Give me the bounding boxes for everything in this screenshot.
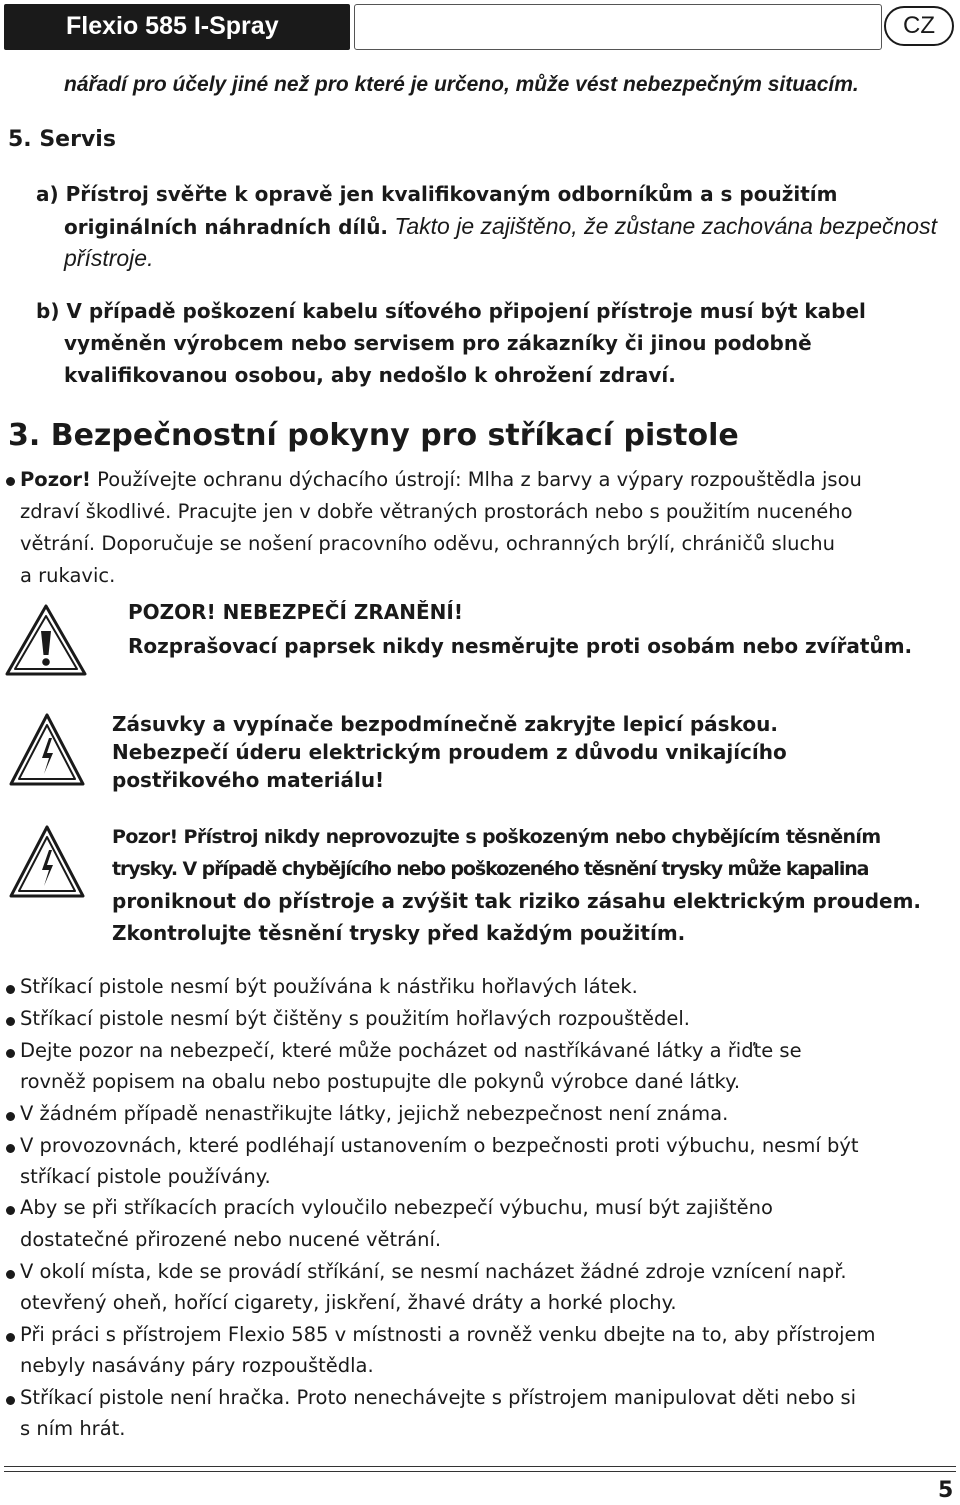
pozor-line1 bbox=[20, 468, 862, 491]
warning2-line2: Nebezpečí úderu elektrickým proudem z důvodu vnikajícího bbox=[112, 740, 787, 764]
list-item-continued: dostatečné přirozené nebo nucené větrání. bbox=[20, 1228, 442, 1251]
bullet-dot bbox=[6, 1206, 15, 1215]
header-title-box bbox=[4, 4, 350, 50]
warning3-line4: Zkontrolujte těsnění trysky před každým použitím. bbox=[112, 921, 686, 945]
servis-a-line1: a) Přístroj svěřte k opravě jen kvalifikovaným odborníkům a s použitím bbox=[36, 182, 838, 206]
page-number: 5 bbox=[938, 1478, 954, 1503]
bullet-dot bbox=[6, 985, 15, 994]
warning3-line3: proniknout do přístroje a zvýšit tak riziko zásahu elektrickým proudem. bbox=[112, 889, 922, 913]
warning2-line3: postřikového materiálu! bbox=[112, 768, 385, 792]
pozor-line2: zdraví škodlivé. Pracujte jen v dobře větraných prostorách nebo s použitím nuceného bbox=[20, 500, 853, 523]
header-frame bbox=[354, 4, 882, 50]
servis-a-line2 bbox=[64, 213, 937, 240]
footer-rule bbox=[4, 1466, 956, 1472]
list-item: V provozovnách, které podléhají ustanovením o bezpečnosti proti výbuchu, nesmí být bbox=[20, 1134, 859, 1157]
bullet-dot bbox=[6, 1144, 15, 1153]
pozor-line4: a rukavic. bbox=[20, 564, 116, 587]
warning2-line1: Zásuvky a vypínače bezpodmínečně zakryjte lepicí páskou. bbox=[112, 712, 778, 736]
warning1-text: Rozprašovací paprsek nikdy nesměrujte proti osobám nebo zvířatům. bbox=[128, 634, 913, 658]
page-header bbox=[4, 4, 956, 50]
servis-b-line2: vyměněn výrobcem nebo servisem pro zákazníky či jinou podobně bbox=[64, 331, 812, 355]
servis-b-line1: b) V případě poškození kabelu síťového připojení přístroje musí být kabel bbox=[36, 299, 866, 323]
bullet-dot bbox=[6, 1396, 15, 1405]
list-item-continued: nebyly nasávány páry rozpouštědla. bbox=[20, 1354, 374, 1377]
bullet-dot bbox=[6, 1333, 15, 1342]
list-item: Při práci s přístrojem Flexio 585 v místnosti a rovněž venku dbejte na to, aby přístrojem bbox=[20, 1323, 876, 1346]
servis-a-line3: přístroje. bbox=[64, 245, 154, 271]
list-item: Aby se při stříkacích pracích vyloučilo nebezpečí výbuchu, musí být zajištěno bbox=[20, 1196, 773, 1219]
list-item-continued: stříkací pistole používány. bbox=[20, 1165, 271, 1188]
list-item: Stříkací pistole nesmí být používána k nástřiku hořlavých látek. bbox=[20, 975, 638, 998]
list-item: V okolí místa, kde se provádí stříkání, se nesmí nacházet žádné zdroje vznícení např. bbox=[20, 1260, 847, 1283]
intro-text: nářadí pro účely jiné než pro které je určeno, může vést nebezpečným situacím. bbox=[64, 73, 859, 96]
language-badge: CZ bbox=[884, 6, 954, 46]
warning-exclamation-icon bbox=[4, 603, 88, 677]
section-heading-safety: 3. Bezpečnostní pokyny pro stříkací pistole bbox=[8, 418, 739, 453]
bullet-dot bbox=[6, 1017, 15, 1026]
electric-hazard-icon bbox=[8, 712, 86, 788]
warning3-line1: Pozor! Přístroj nikdy neprovozujte s poškozeným nebo chybějícím těsněním bbox=[112, 826, 881, 848]
warning3-line2: trysky. V případě chybějícího nebo poškozeného těsnění trysky může kapalina bbox=[112, 858, 869, 880]
servis-a-bold: originálních náhradních dílů. bbox=[64, 215, 389, 239]
section-heading-servis: 5. Servis bbox=[8, 127, 116, 152]
list-item: Dejte pozor na nebezpečí, které může pocházet od nastříkávané látky a řiďte se bbox=[20, 1039, 802, 1062]
servis-a-italic: Takto je zajištěno, že zůstane zachována bezpečnost bbox=[388, 213, 937, 239]
pozor-line3: větrání. Doporučuje se nošení pracovního oděvu, ochranných brýlí, chráničů sluchu bbox=[20, 532, 835, 555]
list-item: V žádném případě nenastřikujte látky, jejichž nebezpečnost není známa. bbox=[20, 1102, 729, 1125]
electric-hazard-icon bbox=[8, 824, 86, 900]
list-item-continued: otevřený oheň, hořící cigarety, jiskření, žhavé dráty a horké plochy. bbox=[20, 1291, 677, 1314]
servis-b-line3: kvalifikovanou osobou, aby nedošlo k ohrožení zdraví. bbox=[64, 363, 676, 387]
list-item-continued: s ním hrát. bbox=[20, 1417, 126, 1440]
bullet-dot bbox=[6, 477, 15, 486]
list-item-continued: rovněž popisem na obalu nebo postupujte dle pokynů výrobce dané látky. bbox=[20, 1070, 741, 1093]
bullet-dot bbox=[6, 1112, 15, 1121]
pozor-label: Pozor! bbox=[20, 468, 91, 491]
warning1-title: POZOR! NEBEZPEČÍ ZRANĚNÍ! bbox=[128, 600, 463, 624]
list-item: Stříkací pistole nesmí být čištěny s použitím hořlavých rozpouštědel. bbox=[20, 1007, 690, 1030]
bullet-dot bbox=[6, 1049, 15, 1058]
list-item: Stříkací pistole není hračka. Proto nenechávejte s přístrojem manipulovat děti nebo si bbox=[20, 1386, 857, 1409]
bullet-dot bbox=[6, 1270, 15, 1279]
pozor-text: Používejte ochranu dýchacího ústrojí: Mlha z barvy a výpary rozpouštědla jsou bbox=[90, 468, 862, 491]
product-title: Flexio 585 I-Spray bbox=[66, 12, 279, 40]
